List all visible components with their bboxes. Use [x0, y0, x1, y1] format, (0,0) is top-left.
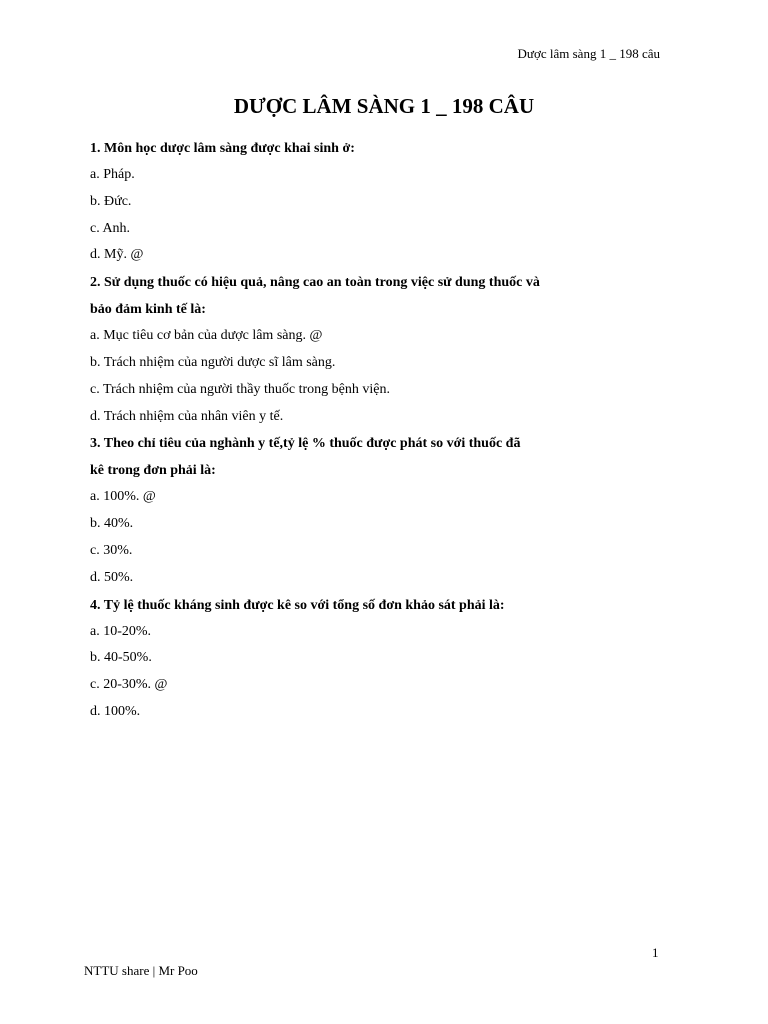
question-line: kê trong đơn phải là:: [90, 463, 216, 479]
page-number: 1: [652, 945, 659, 960]
answer-option: a. 10-20%.: [90, 623, 152, 639]
question-1: [90, 135, 590, 269]
answer-option: d. 100%.: [90, 703, 141, 719]
page-footer: NTTU share | Mr Poo: [84, 963, 198, 978]
question-line: 1. Môn học dược lâm sàng được khai sinh ở:: [90, 141, 355, 156]
question-line: 2. Sử dụng thuốc có hiệu quả, nâng cao an toàn trong việc sử dung thuốc và: [90, 275, 540, 291]
answer-option: b. 40%.: [90, 516, 134, 532]
answer-option: a. 100%. @: [90, 489, 156, 505]
answer-option: c. Trách nhiệm của người thầy thuốc trong bệnh viện.: [90, 381, 390, 397]
question-list: [90, 135, 590, 726]
answer-option: a. Pháp.: [90, 167, 135, 182]
question-3: [90, 430, 590, 591]
question-line: 3. Theo chỉ tiêu của nghành y tế,tỷ lệ % thuốc được phát so với thuốc đã: [90, 436, 521, 452]
question-2: [90, 269, 590, 430]
question-text: [90, 430, 590, 484]
question-line: bảo đảm kinh tế là:: [90, 302, 206, 318]
answer-option: c. Anh.: [90, 220, 131, 236]
answer-option: b. Trách nhiệm của người dược sĩ lâm sàng.: [90, 354, 336, 370]
answer-option: a. Mục tiêu cơ bản của dược lâm sàng. @: [90, 328, 323, 344]
answer-option: c. 20-30%. @: [90, 677, 168, 693]
answer-option: b. 40-50%.: [90, 650, 152, 666]
question-text: [90, 269, 590, 323]
answer-option: d. Mỹ. @: [90, 247, 144, 263]
question-4: [90, 592, 590, 726]
answer-option: c. 30%.: [90, 542, 133, 558]
answer-option: d. Trách nhiệm của nhân viên y tế.: [90, 408, 284, 424]
answer-option: b. Đức.: [90, 193, 132, 209]
question-line: 4. Tỷ lệ thuốc kháng sinh được kê so với tổng số đơn khảo sát phải là:: [90, 597, 505, 613]
running-header: Dược lâm sàng 1 _ 198 câu: [517, 46, 660, 61]
question-text: [90, 135, 590, 162]
question-text: [90, 592, 590, 619]
answer-option: d. 50%.: [90, 569, 134, 585]
document-title: DƯỢC LÂM SÀNG 1 _ 198 CÂU: [233, 94, 535, 118]
